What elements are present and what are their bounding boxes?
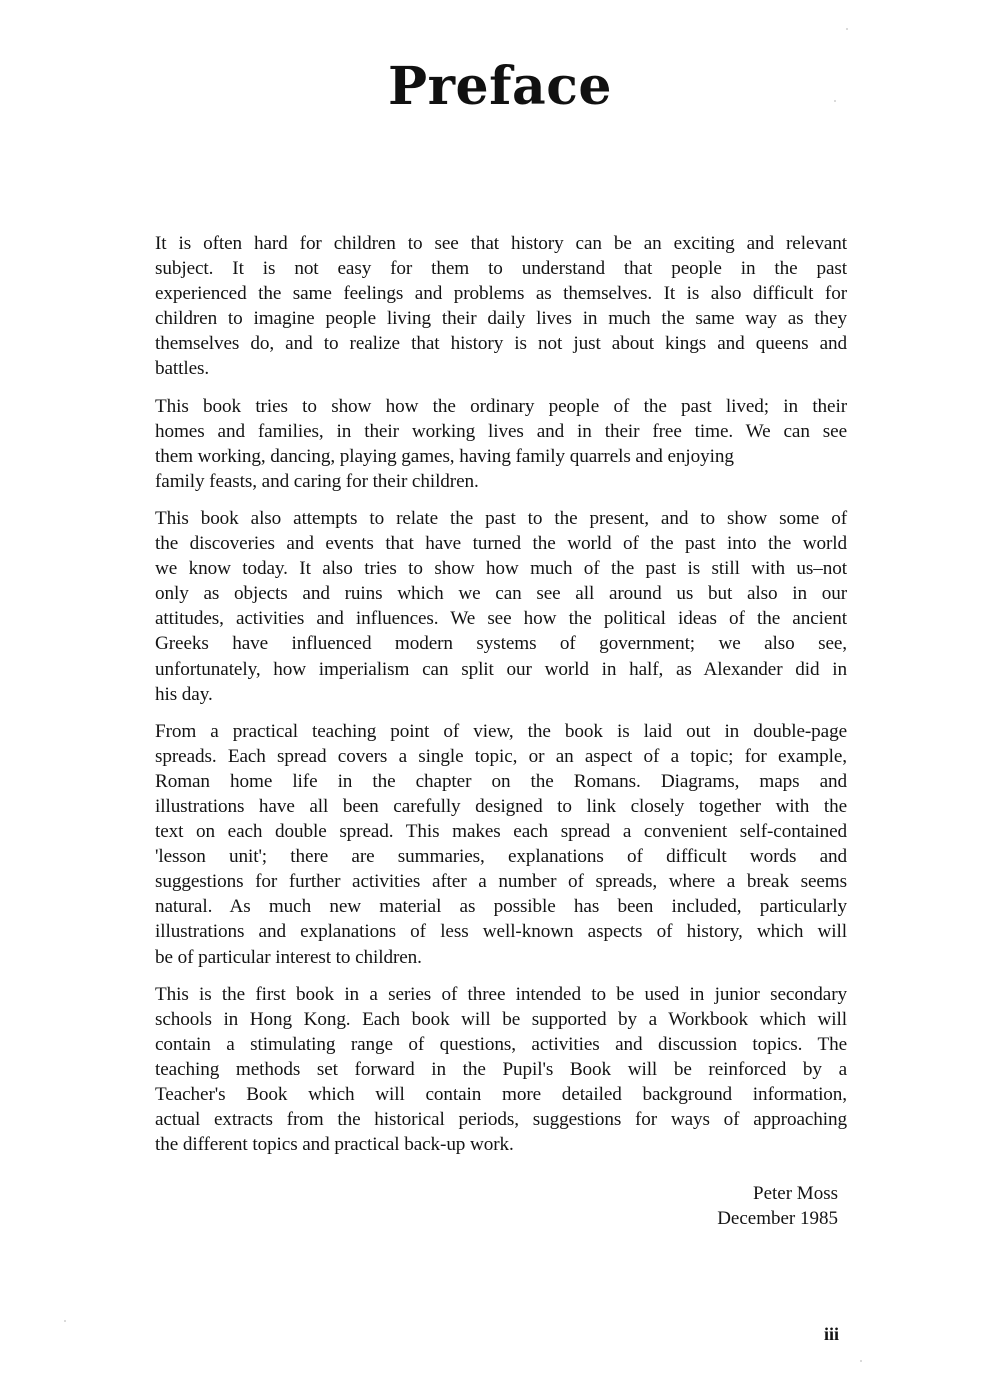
page-number: iii <box>824 1324 840 1344</box>
text-line: natural. As much new material as possible has been included, particularly <box>155 896 847 918</box>
text-line: them working, dancing, playing games, having family quarrels and enjoying <box>155 445 734 467</box>
text-line: text on each double spread. This makes each spread a convenient self-contained <box>155 821 847 843</box>
text-line: subject. It is not easy for them to understand that people in the past <box>155 258 847 280</box>
text-line: This book also attempts to relate the past to the present, and to show some of <box>155 507 847 529</box>
text-line: schools in Hong Kong. Each book will be supported by a Workbook which will <box>155 1008 847 1030</box>
text-line: teaching methods set forward in the Pupil's Book will be reinforced by a <box>155 1058 847 1080</box>
text-line: spreads. Each spread covers a single topic, or an aspect of a topic; for example, <box>155 745 847 767</box>
text-line: be of particular interest to children. <box>155 946 422 968</box>
text-line: This is the first book in a series of three intended to be used in junior secondary <box>155 983 847 1005</box>
text-line: the different topics and practical back-up work. <box>155 1134 514 1156</box>
text-line: From a practical teaching point of view, the book is laid out in double-page <box>155 720 847 742</box>
text-line: This book tries to show how the ordinary people of the past lived; in their <box>155 395 847 417</box>
text-line: contain a stimulating range of questions, activities and discussion topics. The <box>155 1033 847 1055</box>
signature-block <box>717 1181 838 1231</box>
text-line: attitudes, activities and influences. We see how the political ideas of the ancient <box>155 608 847 630</box>
text-line: only as objects and ruins which we can see all around us but also in our <box>155 583 847 605</box>
scan-speck <box>834 100 836 102</box>
paragraph-5 <box>155 982 847 1158</box>
text-line: Roman home life in the chapter on the Romans. Diagrams, maps and <box>155 770 847 792</box>
text-line: 'lesson unit'; there are summaries, explanations of difficult words and <box>155 846 847 868</box>
paragraph-2 <box>155 394 847 494</box>
text-line: themselves do, and to realize that history is not just about kings and queens and <box>155 333 847 355</box>
text-line: homes and families, in their working lives and in their free time. We can see <box>155 420 847 442</box>
author-name: Peter Moss <box>753 1183 838 1204</box>
scan-speck <box>64 1320 66 1322</box>
scan-speck <box>846 28 848 30</box>
paragraph-4 <box>155 719 847 970</box>
text-line: suggestions for further activities after a number of spreads, where a break seems <box>155 871 847 893</box>
text-line: illustrations and explanations of less well-known aspects of history, which will <box>155 921 847 943</box>
preface-body <box>155 231 847 1169</box>
text-line: battles. <box>155 358 210 380</box>
text-line: children to imagine people living their daily lives in much the same way as they <box>155 308 847 330</box>
text-line: Greeks have influenced modern systems of government; we also see, <box>155 633 847 655</box>
paragraph-1 <box>155 231 847 382</box>
text-line: we know today. It also tries to show how much of the past is still with us–not <box>155 558 847 580</box>
signature-date: December 1985 <box>717 1208 838 1229</box>
scan-speck <box>860 1360 862 1362</box>
text-line: It is often hard for children to see that history can be an exciting and relevant <box>155 233 847 254</box>
text-line: actual extracts from the historical periods, suggestions for ways of approaching <box>155 1109 847 1131</box>
text-line: the discoveries and events that have turned the world of the past into the world <box>155 533 847 555</box>
text-line: illustrations have all been carefully designed to link closely together with the <box>155 795 847 817</box>
text-line: family feasts, and caring for their children. <box>155 470 479 492</box>
page-title: Preface <box>388 56 612 117</box>
paragraph-3 <box>155 506 847 707</box>
text-line: Teacher's Book which will contain more detailed background information, <box>155 1084 847 1105</box>
text-line: his day. <box>155 683 213 705</box>
text-line: experienced the same feelings and problems as themselves. It is also difficult for <box>155 283 847 305</box>
text-line: unfortunately, how imperialism can split our world in half, as Alexander did in <box>155 658 847 680</box>
